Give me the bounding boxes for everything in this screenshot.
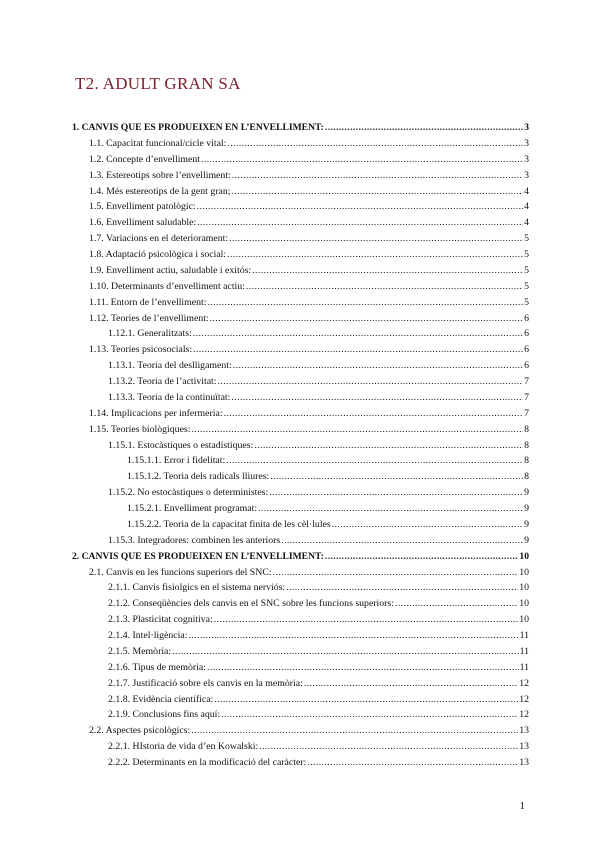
toc-entry-title: 1.13.2. Teoria de l’activitat: <box>108 376 217 387</box>
toc-entry-page: 5 <box>524 249 529 260</box>
toc-dot-leader <box>231 390 523 406</box>
toc-entry-page: 8 <box>524 423 529 435</box>
toc-entry-title: 2.2. Aspectes psicològics: <box>89 725 191 737</box>
toc-entry[interactable] <box>72 438 529 454</box>
toc-entry[interactable] <box>72 279 529 295</box>
toc-entry[interactable] <box>72 612 529 628</box>
toc-dot-leader <box>258 501 523 517</box>
toc-entry[interactable] <box>72 199 529 215</box>
toc-entry[interactable] <box>72 628 529 644</box>
toc-dot-leader <box>197 199 523 215</box>
toc-entry[interactable] <box>72 168 529 184</box>
toc-entry-page: 11 <box>519 630 529 641</box>
toc-dot-leader <box>252 263 523 279</box>
toc-entry-page: 10 <box>519 566 529 578</box>
toc-entry-title: 1.3. Estereotips sobre l’envelliment: <box>89 169 231 181</box>
page-title: T2. ADULT GRAN SA <box>75 74 241 93</box>
toc-dot-leader <box>254 438 523 454</box>
toc-dot-leader <box>226 453 523 469</box>
toc-entry-title: 1.15.2.2. Teoria de la capacitat finita de les cèl·lules <box>127 518 331 530</box>
toc-dot-leader <box>325 549 519 565</box>
toc-dot-leader <box>193 326 523 342</box>
toc-dot-leader <box>172 644 518 660</box>
toc-entry-page: 5 <box>524 280 529 292</box>
toc-entry-title: 2.2.1. HIstoria de vida d’en Kowalski: <box>108 741 259 753</box>
toc-entry-title: 1.15.1.2. Teoria dels radicals lliures: <box>127 471 270 483</box>
toc-dot-leader <box>304 676 518 692</box>
toc-entry-page: 12 <box>519 677 529 689</box>
toc-dot-leader <box>229 231 523 247</box>
table-of-contents <box>72 120 529 771</box>
toc-dot-leader <box>227 136 523 152</box>
toc-entry-page: 4 <box>524 217 529 229</box>
toc-dot-leader <box>269 485 523 501</box>
toc-entry[interactable] <box>72 485 529 501</box>
toc-entry[interactable] <box>72 184 529 200</box>
toc-entry-title: 1.12.1. Generalitzats: <box>108 328 192 340</box>
toc-entry[interactable] <box>72 215 529 231</box>
toc-entry[interactable] <box>72 596 529 612</box>
toc-entry-title: 1.2. Concepte d’envelliment <box>89 153 200 165</box>
toc-entry[interactable] <box>72 580 529 596</box>
toc-dot-leader <box>227 247 523 263</box>
toc-entry-title: 2.1.4. Intel·ligència: <box>108 630 188 641</box>
toc-entry-title: 1.10. Determinants d’envelliment actiu: <box>89 280 245 292</box>
toc-entry-title: 1.11. Entorn de l’envelliment: <box>89 296 207 308</box>
toc-dot-leader <box>281 533 523 549</box>
toc-entry-page: 10 <box>519 582 529 594</box>
toc-entry-title: 2.1.5. Memòria: <box>108 645 172 657</box>
toc-entry[interactable] <box>72 755 529 771</box>
toc-entry-page: 3 <box>524 153 529 165</box>
toc-entry-page: 5 <box>524 264 529 276</box>
toc-entry[interactable] <box>72 723 529 739</box>
toc-entry-title: 2.1.1. Canvis fisiolgics en el sistema nerviós: <box>108 582 286 594</box>
toc-entry[interactable] <box>72 136 529 152</box>
toc-dot-leader <box>197 215 523 231</box>
toc-dot-leader <box>201 152 523 168</box>
toc-entry-page: 12 <box>519 709 529 721</box>
toc-dot-leader <box>221 707 518 723</box>
toc-entry-page: 10 <box>519 614 529 626</box>
toc-dot-leader <box>193 342 523 358</box>
toc-entry[interactable] <box>72 660 529 676</box>
toc-entry-title: 1.6. Envelliment saludable: <box>89 217 197 229</box>
toc-entry[interactable] <box>72 231 529 247</box>
toc-entry-page: 5 <box>524 233 529 245</box>
toc-entry-title: 1.13.1. Teoria del deslligament: <box>108 360 232 372</box>
toc-dot-leader <box>188 628 518 644</box>
toc-dot-leader <box>259 739 518 755</box>
toc-entry[interactable] <box>72 358 529 374</box>
toc-entry-title: 1.4. Més estereotips de la gent gran; <box>89 185 231 197</box>
toc-entry-title: 1.13.3. Teoria de la continuïtat: <box>108 391 231 403</box>
toc-entry-page: 10 <box>519 598 529 610</box>
toc-entry-title: 1.15. Teories biològiques: <box>89 423 191 435</box>
toc-entry-title: 1.7. Variacions en el deteriorament: <box>89 233 229 245</box>
toc-entry-page: 11 <box>519 661 529 673</box>
toc-entry-title: 2. CANVIS QUE ES PRODUEIXEN EN L’ENVELLIMENT: <box>72 550 324 562</box>
toc-entry-page: 9 <box>524 503 529 514</box>
toc-entry-page: 6 <box>524 344 529 356</box>
toc-dot-leader <box>325 120 523 136</box>
toc-entry-page: 7 <box>524 407 529 419</box>
toc-entry-title: 1.15.2.1. Envelliment programat: <box>127 503 258 514</box>
toc-entry[interactable] <box>72 533 529 549</box>
toc-entry-page: 5 <box>524 296 529 308</box>
toc-dot-leader <box>191 723 518 739</box>
toc-entry-title: 1.13. Teories psicosocials: <box>89 344 193 356</box>
toc-entry-page: 8 <box>524 455 529 467</box>
toc-dot-leader <box>224 406 524 422</box>
toc-dot-leader <box>307 755 518 771</box>
toc-entry-page: 3 <box>524 122 529 133</box>
toc-entry[interactable] <box>72 501 529 517</box>
toc-entry-page: 12 <box>519 693 529 705</box>
toc-entry[interactable] <box>72 406 529 422</box>
toc-entry-page: 4 <box>524 201 529 213</box>
toc-entry-page: 9 <box>524 534 529 546</box>
toc-entry-title: 2.1.3. Plasticitat cognitiva: <box>108 614 213 626</box>
page-number: 1 <box>519 800 525 812</box>
toc-entry[interactable] <box>72 374 529 390</box>
toc-entry-title: 1.9. Envelliment actiu, saludable i exitós: <box>89 264 252 276</box>
toc-entry-page: 13 <box>519 725 529 737</box>
toc-entry-page: 13 <box>519 757 529 768</box>
toc-entry-page: 8 <box>524 471 529 483</box>
toc-entry-title: 1.1. Capacitat funcional/cicle vital: <box>89 137 227 149</box>
toc-dot-leader <box>207 295 523 311</box>
toc-entry[interactable] <box>72 565 529 581</box>
toc-entry-title: 1. CANVIS QUE ES PRODUEIXEN EN L’ENVELLIMENT: <box>72 122 324 133</box>
toc-entry-title: 2.1.8. Evidència científica: <box>108 693 214 705</box>
toc-entry[interactable] <box>72 263 529 279</box>
toc-entry-page: 7 <box>524 391 529 403</box>
toc-entry[interactable] <box>72 692 529 708</box>
toc-entry-title: 2.2.2. Determinants en la modificació del caràcter: <box>108 757 307 768</box>
toc-dot-leader <box>214 612 518 628</box>
toc-entry[interactable] <box>72 469 529 485</box>
toc-entry-title: 1.5. Envelliment patològic: <box>89 201 196 213</box>
toc-entry-title: 1.14. Implicacions per infermeria: <box>89 407 223 419</box>
toc-entry-page: 6 <box>524 328 529 340</box>
toc-entry-title: 1.12. Teories de l’envelliment: <box>89 312 209 324</box>
toc-entry[interactable] <box>72 311 529 327</box>
toc-entry-page: 9 <box>524 487 529 499</box>
toc-entry-title: 2.1.2. Conseqüències dels canvis en el SNC sobre les funcions superiors: <box>108 598 394 610</box>
toc-entry[interactable] <box>72 120 529 136</box>
toc-entry[interactable] <box>72 422 529 438</box>
toc-dot-leader <box>395 596 518 612</box>
toc-entry[interactable] <box>72 247 529 263</box>
toc-entry-page: 7 <box>524 376 529 387</box>
toc-dot-leader <box>214 692 518 708</box>
toc-entry-page: 11 <box>519 645 529 657</box>
toc-entry[interactable] <box>72 707 529 723</box>
toc-dot-leader <box>232 168 523 184</box>
toc-dot-leader <box>332 517 523 533</box>
toc-dot-leader <box>233 358 523 374</box>
toc-dot-leader <box>218 374 524 390</box>
toc-dot-leader <box>273 565 519 581</box>
toc-entry-page: 3 <box>524 137 529 149</box>
toc-entry-page: 10 <box>519 550 529 562</box>
toc-entry[interactable] <box>72 517 529 533</box>
toc-dot-leader <box>207 660 519 676</box>
toc-entry-page: 6 <box>524 360 529 372</box>
toc-entry-page: 3 <box>524 169 529 181</box>
toc-entry-page: 13 <box>519 741 529 753</box>
toc-entry[interactable] <box>72 549 529 565</box>
toc-entry-title: 1.15.3. Integradores: combinen les anteriors <box>108 534 281 546</box>
toc-entry[interactable] <box>72 390 529 406</box>
toc-entry-page: 4 <box>524 185 529 197</box>
toc-entry[interactable] <box>72 453 529 469</box>
toc-entry[interactable] <box>72 326 529 342</box>
toc-entry-title: 2.1. Canvis en les funcions superiors del SNC: <box>89 566 272 578</box>
toc-dot-leader <box>210 311 523 327</box>
toc-entry-title: 1.8. Adaptació psicològica i social: <box>89 249 227 260</box>
toc-entry[interactable] <box>72 295 529 311</box>
toc-dot-leader <box>191 422 523 438</box>
toc-entry-title: 2.1.9. Conclusions fins aquí: <box>108 709 221 721</box>
toc-entry-page: 6 <box>524 312 529 324</box>
toc-dot-leader <box>286 580 518 596</box>
toc-entry-title: 2.1.6. Tipus de memòria: <box>108 661 206 673</box>
toc-entry[interactable] <box>72 644 529 660</box>
toc-entry[interactable] <box>72 676 529 692</box>
toc-entry[interactable] <box>72 152 529 168</box>
toc-entry-title: 1.15.1. Estocàstiques o estadístiques: <box>108 439 254 451</box>
toc-entry-title: 1.15.1.1. Error i fidelitat: <box>127 455 226 467</box>
toc-entry-title: 2.1.7. Justificació sobre els canvis en la memòria: <box>108 677 303 689</box>
toc-dot-leader <box>270 469 523 485</box>
toc-entry-page: 8 <box>524 439 529 451</box>
toc-entry-page: 9 <box>524 518 529 530</box>
toc-entry-title: 1.15.2. No estocàstiques o deterministes: <box>108 487 269 499</box>
toc-entry[interactable] <box>72 739 529 755</box>
toc-dot-leader <box>246 279 523 295</box>
toc-dot-leader <box>231 184 523 200</box>
toc-entry[interactable] <box>72 342 529 358</box>
